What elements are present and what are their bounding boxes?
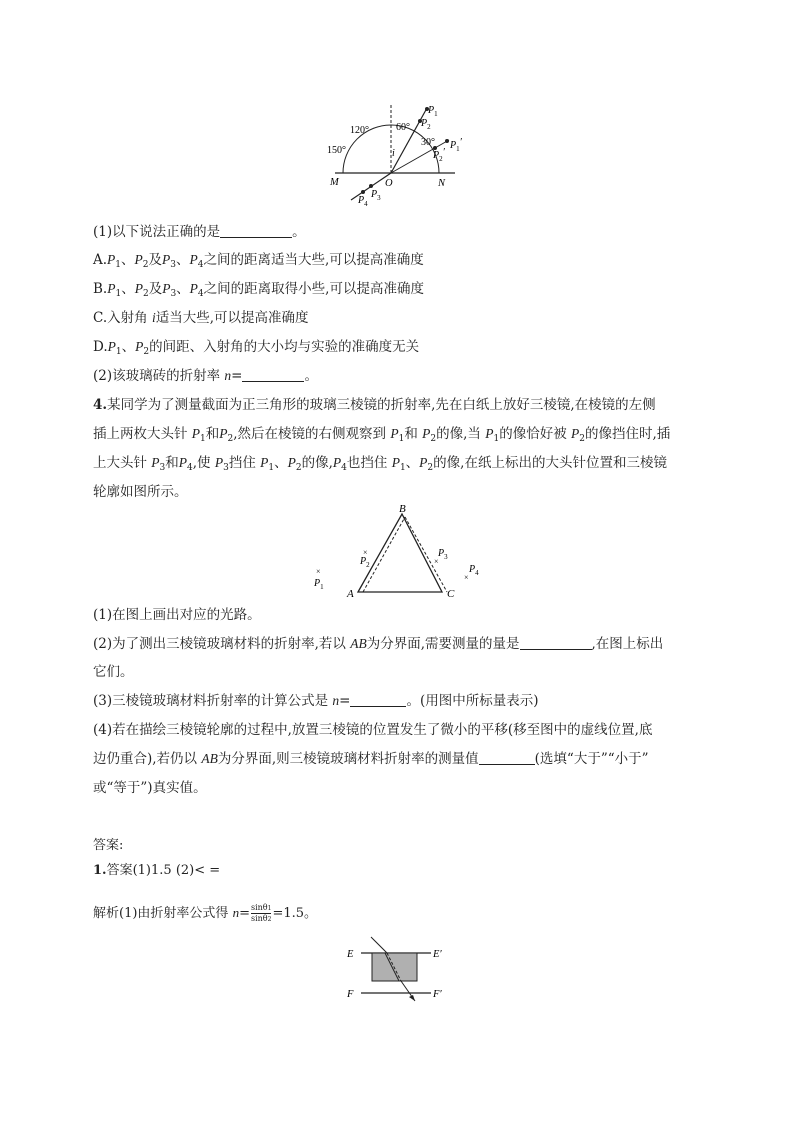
- text: B.: [93, 281, 108, 297]
- label-c: C: [447, 588, 455, 600]
- q3-option-c: [93, 308, 309, 328]
- label-e: E: [347, 949, 354, 960]
- text: AB: [350, 636, 367, 651]
- text: 为分界面,则三棱镜玻璃材料折射率的测量值: [217, 751, 479, 767]
- text: n: [224, 368, 232, 383]
- text: 和: [205, 426, 220, 442]
- text: 的像,在纸上标出的大头针位置和三棱镜: [433, 455, 667, 471]
- text: 。: [292, 224, 306, 240]
- text: 、: [274, 455, 288, 471]
- q4-sub3: [93, 691, 539, 711]
- text: 也挡住: [346, 455, 392, 471]
- label-f: F: [347, 989, 354, 1000]
- text: 为分界面,需要测量的量是: [366, 636, 520, 652]
- text: (2)为了测出三棱镜玻璃材料的折射率,若以: [93, 636, 351, 652]
- pin-p3: [369, 184, 373, 188]
- label-m: M: [330, 177, 339, 188]
- text: 的像,当: [436, 426, 486, 442]
- text: D.: [93, 339, 108, 355]
- answer-blank: [350, 692, 406, 707]
- text: ,在图上标出: [591, 636, 664, 652]
- text: 解析(1)由折射率公式得: [93, 906, 233, 921]
- text: C.入射角: [93, 310, 152, 326]
- label-i: i: [392, 148, 395, 159]
- q4-line3: 上大头针 $P_3$和$P_4$,使 $P_3$挡住 $P_1$、$P_2$的像$,P_4$也挡住 $P_1$、$P_2$的像,在纸上标出的大头针位置和三棱镜: [93, 455, 667, 473]
- text: 的间距、入射角的大小均与实验的准确度无关: [149, 339, 420, 355]
- pin-mark-p4: ×: [464, 573, 469, 582]
- label-120: 120°: [350, 125, 369, 136]
- text: 和: [404, 426, 423, 442]
- text: 答案: [106, 863, 133, 878]
- text: 、: [176, 281, 190, 297]
- solution-1: [93, 900, 317, 927]
- text: (3)三棱镜玻璃材料折射率的计算公式是: [93, 693, 333, 709]
- q3-part2: [93, 366, 318, 386]
- text: ,然后在棱镜的右侧观察到: [233, 426, 391, 442]
- label-p2: $P_2$: [360, 556, 370, 569]
- protractor-figure: [325, 100, 465, 210]
- text: 、: [176, 252, 190, 268]
- label-p4: $P_4$: [469, 564, 479, 577]
- label-p4: $P_4$: [358, 195, 368, 208]
- pin-p4: [361, 190, 365, 194]
- q4-line1: [93, 395, 656, 415]
- q3-option-d: $D.P_1$、$P_2$的间距、入射角的大小均与实验的准确度无关: [93, 339, 420, 357]
- label-p2: $P_2$: [421, 118, 431, 131]
- arrow-head: [409, 995, 415, 1001]
- q4-sub2-line2: 它们。: [93, 664, 134, 680]
- answer-blank: [479, 750, 535, 765]
- text: 、: [405, 455, 420, 471]
- text: 、: [121, 252, 135, 268]
- label-30: 30°: [421, 137, 435, 148]
- text: i: [151, 310, 156, 325]
- label-p3: $P_3$: [371, 189, 381, 202]
- text: A.: [93, 252, 108, 268]
- q3-part1: [93, 222, 306, 242]
- text: =: [339, 693, 351, 709]
- label-p1: $P_1$: [428, 105, 438, 118]
- pin-mark-p3: ×: [434, 557, 439, 566]
- text: 的像恰好被: [499, 426, 571, 442]
- text: 插上两枚大头针: [93, 426, 192, 442]
- label-150: 150°: [327, 145, 346, 156]
- text: (1)以下说法正确的是: [93, 224, 221, 240]
- label-f-prime: F′: [433, 989, 442, 1000]
- answer-1: [93, 861, 220, 881]
- label-n: N: [438, 178, 446, 189]
- text: 、: [121, 339, 136, 355]
- text: (选填“大于”“小于”: [534, 751, 649, 767]
- prism-figure: [305, 502, 495, 602]
- text: 之间的距离适当大些,可以提高准确度: [203, 252, 424, 268]
- text: 边仍重合),若仍以: [93, 751, 202, 767]
- text: (1)1.5 (2)< =: [132, 863, 221, 878]
- q4-line4: 轮廓如图所示。: [93, 484, 188, 500]
- ray-incident: [371, 937, 387, 953]
- text: 和: [165, 455, 179, 471]
- q4-sub4-line1: (4)若在描绘三棱镜轮廓的过程中,放置三棱镜的位置发生了微小的平移(移至图中的虚线位置,底: [93, 722, 653, 738]
- q4-sub2-line1: [93, 634, 663, 654]
- q4-sub4-line3: 或“等于”)真实值。: [93, 780, 207, 796]
- text: 。(用图中所标量表示): [406, 693, 539, 709]
- pin-p1-prime: [445, 139, 449, 143]
- text: =1.5。: [272, 906, 318, 921]
- text: 的像挡住时,插: [584, 426, 671, 442]
- text: 之间的距离取得小些,可以提高准确度: [203, 281, 424, 297]
- answer-blank: [520, 635, 592, 650]
- text: 。: [304, 368, 318, 384]
- q3-option-a: $A.P_1$、$P_2$及$P_3$、$P_4$之间的距离适当大些,可以提高准确度: [93, 252, 424, 270]
- label-p3: $P_3$: [438, 548, 448, 561]
- label-60: 60°: [396, 122, 410, 133]
- slab-figure: [343, 935, 453, 1010]
- label-p1: $P_1$: [314, 578, 324, 591]
- answer-blank: [220, 223, 292, 238]
- text: 的像,: [301, 455, 333, 471]
- text: 上大头针: [93, 455, 152, 471]
- text: AB: [201, 751, 218, 766]
- q3-option-b: $B.P_1$、$P_2$及$P_3$、$P_4$之间的距离取得小些,可以提高准确度: [93, 281, 424, 299]
- answer-blank: [242, 367, 304, 382]
- text: 某同学为了测量截面为正三角形的玻璃三棱镜的折射率,先在白纸上放好三棱镜,在棱镜的左侧: [107, 397, 656, 413]
- prism-dashed-left: [363, 517, 405, 592]
- text: 及: [148, 281, 163, 297]
- question-number: 4.: [93, 397, 108, 413]
- text: 挡住: [228, 455, 261, 471]
- label-p2-prime: $P_2'$: [433, 147, 445, 163]
- label-a: A: [347, 588, 354, 600]
- q4-line2: 插上两枚大头针 $P_1$和$P_2$,然后在棱镜的右侧观察到 $P_1$和 $P_2$的像,当 $P_1$的像恰好被 $P_2$的像挡住时,插: [93, 426, 671, 444]
- text: =: [239, 906, 250, 921]
- label-o: O: [385, 178, 393, 189]
- answer-number: 1.: [93, 863, 107, 878]
- text: n: [232, 905, 240, 920]
- label-p1-prime: $P_1'$: [450, 137, 462, 153]
- text: n: [332, 693, 340, 708]
- q4-sub4-line2: [93, 749, 649, 769]
- text: 适当大些,可以提高准确度: [155, 310, 309, 326]
- label-e-prime: E′: [433, 949, 442, 960]
- answers-heading: 答案:: [93, 838, 124, 853]
- text: 及: [148, 252, 163, 268]
- label-b: B: [399, 503, 406, 515]
- text: (2)该玻璃砖的折射率: [93, 368, 225, 384]
- text: ,使: [192, 455, 215, 471]
- text: 、: [121, 281, 135, 297]
- pin-mark-p2: ×: [363, 548, 368, 557]
- fraction: $\frac{\sin\theta 1}{\sin\theta 2}$: [250, 903, 272, 923]
- pin-mark-p1: ×: [316, 567, 321, 576]
- q4-sub1: (1)在图上画出对应的光路。: [93, 607, 261, 623]
- text: =: [231, 368, 243, 384]
